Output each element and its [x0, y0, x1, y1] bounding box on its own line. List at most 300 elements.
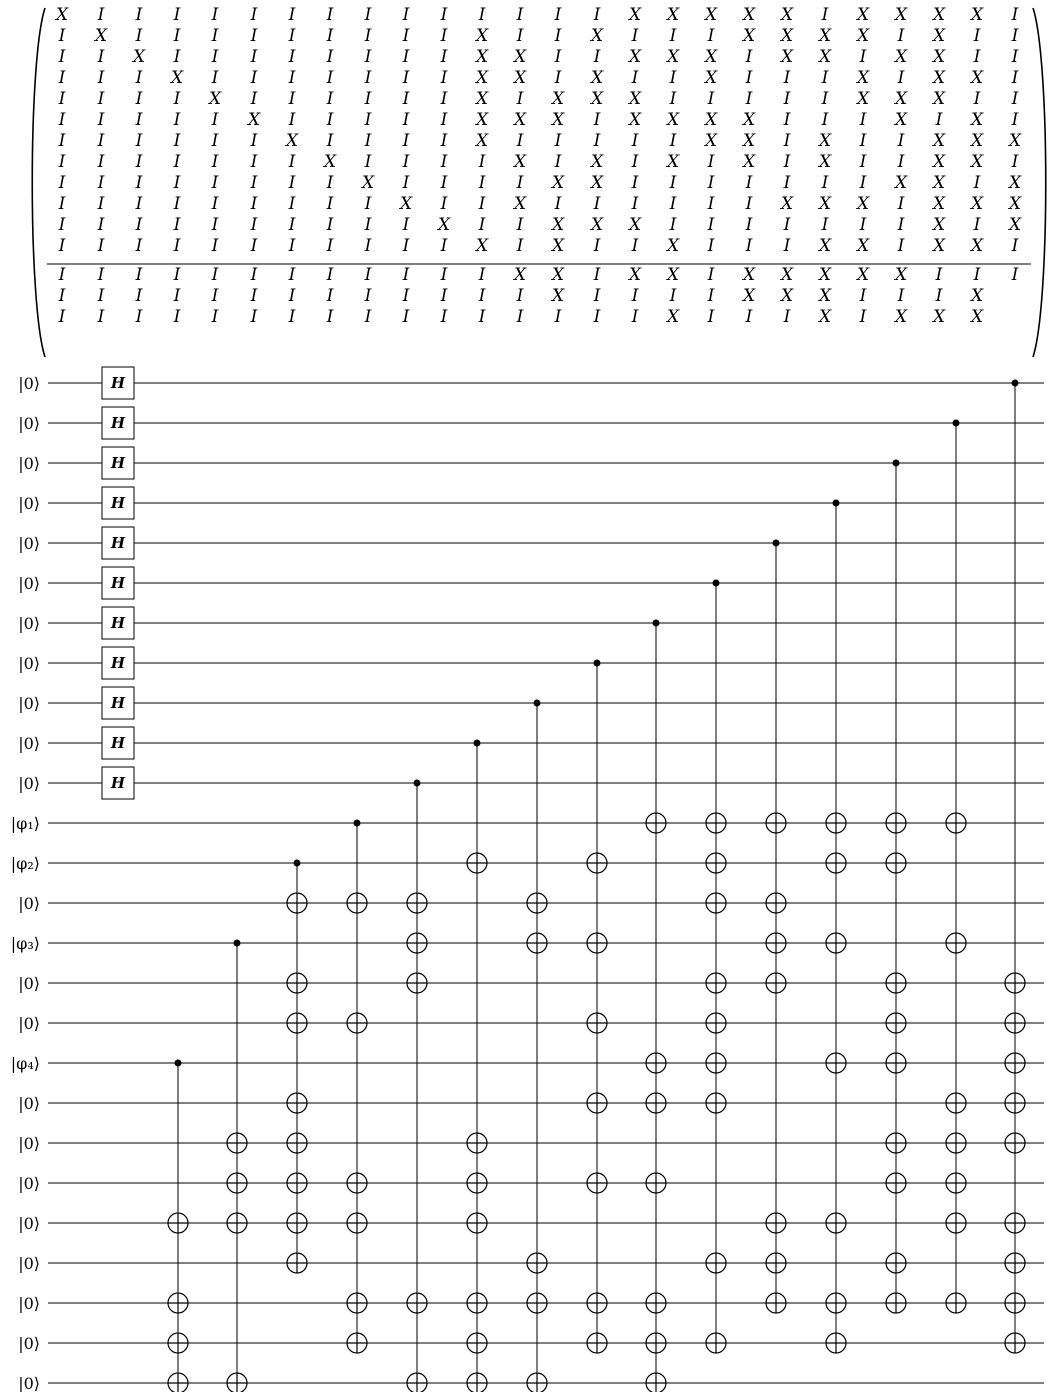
matrix-entry: I: [440, 173, 448, 193]
qubit-label: |0⟩: [18, 494, 40, 513]
matrix-entry: X: [208, 89, 222, 109]
matrix-entry: I: [326, 265, 334, 285]
matrix-entry: I: [783, 131, 791, 151]
matrix-entry: X: [628, 47, 642, 67]
matrix-entry: I: [173, 131, 181, 151]
matrix-entry: X: [551, 236, 565, 256]
matrix-entry: X: [704, 5, 718, 25]
matrix-entry: I: [669, 131, 677, 151]
matrix-entry: I: [821, 110, 829, 130]
matrix-entry: I: [288, 286, 296, 306]
matrix-entry: I: [97, 286, 105, 306]
matrix-entry: I: [326, 5, 334, 25]
qubit-label: |0⟩: [18, 1254, 40, 1273]
matrix-entry: X: [666, 5, 680, 25]
matrix-entry: X: [742, 5, 756, 25]
matrix-entry: X: [932, 173, 946, 193]
control-dot: [713, 580, 720, 587]
qubit-label: |0⟩: [18, 1014, 40, 1033]
matrix-entry: I: [516, 173, 524, 193]
control-dot: [1012, 380, 1019, 387]
matrix-entry: I: [173, 286, 181, 306]
matrix-entry: I: [478, 265, 486, 285]
matrix-entry: I: [326, 194, 334, 214]
matrix-entry: X: [513, 152, 527, 172]
matrix-entry: I: [478, 5, 486, 25]
matrix-entry: I: [364, 5, 372, 25]
matrix-entry: X: [970, 152, 984, 172]
hadamard-label: H: [110, 574, 126, 592]
matrix-entry: I: [326, 131, 334, 151]
hadamard-label: H: [110, 614, 126, 632]
matrix-entry: I: [58, 131, 66, 151]
matrix-entry: I: [631, 194, 639, 214]
matrix-entry: I: [97, 5, 105, 25]
matrix-entry: I: [326, 47, 334, 67]
hadamard-label: H: [110, 494, 126, 512]
matrix-entry: X: [970, 131, 984, 151]
matrix-entry: I: [211, 47, 219, 67]
matrix-entry: I: [211, 265, 219, 285]
matrix-entry: I: [783, 173, 791, 193]
matrix-entry: I: [593, 286, 601, 306]
matrix-entry: I: [707, 89, 715, 109]
matrix-entry: I: [135, 110, 143, 130]
matrix-entry: I: [516, 131, 524, 151]
matrix-entry: I: [859, 307, 867, 327]
matrix-entry: X: [856, 265, 870, 285]
matrix-entry: I: [250, 5, 258, 25]
matrix-entry: I: [593, 236, 601, 256]
matrix-entry: I: [250, 131, 258, 151]
matrix-entry: I: [326, 307, 334, 327]
matrix-entry: I: [364, 68, 372, 88]
matrix-entry: I: [973, 265, 981, 285]
matrix-entry: I: [288, 215, 296, 235]
matrix-entry: I: [783, 152, 791, 172]
matrix-entry: X: [894, 89, 908, 109]
matrix-entry: I: [173, 173, 181, 193]
matrix-entry: I: [58, 236, 66, 256]
matrix-entry: I: [1011, 89, 1019, 109]
matrix-entry: X: [932, 89, 946, 109]
matrix-entry: I: [288, 5, 296, 25]
matrix-entry: I: [288, 265, 296, 285]
matrix-entry: I: [440, 152, 448, 172]
matrix-entry: I: [707, 265, 715, 285]
matrix-entry: X: [970, 307, 984, 327]
matrix-entry: X: [1008, 215, 1022, 235]
control-dot: [953, 420, 960, 427]
matrix-entry: X: [742, 110, 756, 130]
control-dot: [474, 740, 481, 747]
matrix-entry: X: [932, 307, 946, 327]
qubit-label: |0⟩: [18, 894, 40, 913]
matrix-entry: X: [590, 89, 604, 109]
matrix-entry: X: [856, 68, 870, 88]
matrix-entry: I: [859, 131, 867, 151]
matrix-entry: I: [173, 26, 181, 46]
matrix-entry: X: [894, 173, 908, 193]
qubit-label: |φ₂⟩: [10, 854, 40, 873]
matrix-entry: I: [402, 131, 410, 151]
matrix-entry: I: [593, 265, 601, 285]
matrix-entry: I: [211, 286, 219, 306]
matrix-entry: X: [55, 5, 69, 25]
matrix-entry: I: [250, 265, 258, 285]
matrix-entry: I: [669, 68, 677, 88]
matrix-entry: I: [707, 173, 715, 193]
matrix-entry: X: [628, 89, 642, 109]
matrix-entry: I: [707, 194, 715, 214]
matrix-entry: I: [288, 194, 296, 214]
matrix-entry: I: [173, 215, 181, 235]
matrix-entry: I: [669, 173, 677, 193]
matrix-entry: X: [590, 26, 604, 46]
matrix-entry: X: [513, 47, 527, 67]
matrix-entry: X: [628, 5, 642, 25]
qubit-label: |φ₃⟩: [10, 934, 40, 953]
matrix-entry: I: [58, 26, 66, 46]
matrix-entry: X: [475, 236, 489, 256]
matrix-entry: X: [551, 89, 565, 109]
matrix-entry: I: [58, 68, 66, 88]
matrix-entry: I: [897, 152, 905, 172]
matrix-entry: I: [211, 215, 219, 235]
matrix-entry: I: [440, 194, 448, 214]
matrix-entry: X: [780, 265, 794, 285]
matrix-entry: I: [173, 307, 181, 327]
matrix-entry: X: [856, 236, 870, 256]
matrix-entry: I: [1011, 26, 1019, 46]
matrix-entry: I: [97, 152, 105, 172]
matrix-entry: X: [170, 68, 184, 88]
matrix-entry: I: [973, 173, 981, 193]
matrix-entry: I: [135, 215, 143, 235]
control-dot: [354, 820, 361, 827]
matrix-entry: X: [932, 215, 946, 235]
matrix-entry: I: [973, 89, 981, 109]
matrix-entry: I: [554, 152, 562, 172]
matrix-entry: X: [132, 47, 146, 67]
matrix-entry: X: [742, 131, 756, 151]
matrix-entry: I: [440, 5, 448, 25]
matrix-entry: X: [551, 215, 565, 235]
matrix-entry: I: [631, 152, 639, 172]
matrix-entry: I: [135, 286, 143, 306]
matrix-entry: I: [97, 47, 105, 67]
matrix-entry: I: [631, 286, 639, 306]
matrix-entry: I: [897, 236, 905, 256]
hadamard-label: H: [110, 654, 126, 672]
matrix-entry: I: [250, 194, 258, 214]
matrix-entry: I: [58, 47, 66, 67]
matrix-entry: I: [402, 307, 410, 327]
matrix-entry: I: [326, 26, 334, 46]
hadamard-label: H: [110, 774, 126, 792]
matrix-entry: X: [551, 286, 565, 306]
matrix-entry: I: [516, 215, 524, 235]
matrix-entry: I: [250, 236, 258, 256]
matrix-entry: I: [440, 307, 448, 327]
matrix-entry: X: [513, 110, 527, 130]
matrix-entry: X: [704, 110, 718, 130]
matrix-entry: I: [935, 110, 943, 130]
matrix-entry: I: [135, 131, 143, 151]
matrix-entry: I: [593, 307, 601, 327]
matrix-entry: X: [780, 194, 794, 214]
matrix-entry: X: [818, 194, 832, 214]
matrix-entry: I: [859, 110, 867, 130]
matrix-entry: I: [211, 26, 219, 46]
matrix-entry: X: [513, 68, 527, 88]
matrix-entry: I: [554, 194, 562, 214]
matrix-entry: I: [897, 68, 905, 88]
matrix-entry: X: [1008, 173, 1022, 193]
matrix-entry: I: [97, 215, 105, 235]
matrix-entry: I: [707, 307, 715, 327]
matrix-entry: I: [631, 236, 639, 256]
matrix-entry: I: [631, 131, 639, 151]
matrix-entry: X: [551, 110, 565, 130]
matrix-entry: X: [513, 194, 527, 214]
control-dot: [294, 860, 301, 867]
qubit-label: |0⟩: [18, 1214, 40, 1233]
matrix-entry: I: [440, 89, 448, 109]
matrix-entry: X: [742, 265, 756, 285]
matrix-entry: I: [288, 110, 296, 130]
matrix-entry: I: [707, 26, 715, 46]
matrix-entry: X: [818, 131, 832, 151]
matrix-entry: I: [821, 68, 829, 88]
matrix-entry: I: [593, 47, 601, 67]
matrix-right-paren: [1033, 8, 1046, 357]
matrix-entry: I: [745, 173, 753, 193]
matrix-entry: I: [364, 265, 372, 285]
matrix-entry: X: [742, 152, 756, 172]
qubit-label: |0⟩: [18, 1374, 40, 1392]
matrix-entry: I: [58, 89, 66, 109]
matrix-entry: I: [707, 286, 715, 306]
matrix-entry: X: [894, 110, 908, 130]
matrix-entry: I: [250, 173, 258, 193]
matrix-entry: I: [364, 152, 372, 172]
matrix-entry: I: [593, 131, 601, 151]
matrix-entry: I: [288, 152, 296, 172]
matrix-entry: I: [516, 89, 524, 109]
matrix-entry: I: [440, 131, 448, 151]
matrix-entry: X: [628, 265, 642, 285]
matrix-entry: I: [211, 173, 219, 193]
matrix-entry: I: [478, 215, 486, 235]
matrix-entry: I: [631, 26, 639, 46]
matrix-entry: I: [288, 68, 296, 88]
qubit-label: |0⟩: [18, 1294, 40, 1313]
matrix-entry: X: [551, 265, 565, 285]
matrix-entry: I: [288, 47, 296, 67]
matrix-entry: I: [135, 5, 143, 25]
matrix-entry: I: [821, 215, 829, 235]
matrix-entry: I: [707, 215, 715, 235]
matrix-entry: I: [364, 215, 372, 235]
matrix-entry: I: [288, 26, 296, 46]
qubit-label: |0⟩: [18, 1174, 40, 1193]
qubit-label: |0⟩: [18, 574, 40, 593]
matrix-entry: I: [211, 236, 219, 256]
matrix-entry: I: [783, 110, 791, 130]
matrix-entry: X: [628, 215, 642, 235]
matrix-entry: I: [135, 89, 143, 109]
matrix-entry: I: [935, 265, 943, 285]
matrix-entry: X: [361, 173, 375, 193]
qubit-label: |0⟩: [18, 1334, 40, 1353]
matrix-entry: X: [475, 131, 489, 151]
matrix-entry: I: [58, 286, 66, 306]
matrix-entry: X: [551, 173, 565, 193]
hadamard-label: H: [110, 694, 126, 712]
matrix-entry: I: [326, 236, 334, 256]
matrix-entry: X: [894, 5, 908, 25]
matrix-entry: I: [364, 236, 372, 256]
matrix-entry: I: [288, 307, 296, 327]
matrix-entry: X: [780, 5, 794, 25]
matrix-entry: I: [97, 68, 105, 88]
matrix-entry: X: [742, 286, 756, 306]
matrix-left-paren: [32, 8, 45, 357]
matrix-entry: I: [1011, 5, 1019, 25]
stabilizer-matrix: [32, 5, 1046, 357]
qubit-label: |0⟩: [18, 974, 40, 993]
matrix-entry: I: [478, 173, 486, 193]
matrix-entry: I: [745, 194, 753, 214]
matrix-entry: I: [478, 307, 486, 327]
matrix-entry: I: [250, 307, 258, 327]
matrix-entry: I: [97, 131, 105, 151]
matrix-entry: I: [250, 68, 258, 88]
matrix-entry: I: [440, 68, 448, 88]
matrix-entry: I: [97, 110, 105, 130]
matrix-entry: I: [173, 265, 181, 285]
matrix-entry: X: [818, 265, 832, 285]
matrix-entry: X: [666, 307, 680, 327]
matrix-entry: I: [1011, 47, 1019, 67]
matrix-entry: I: [97, 265, 105, 285]
hadamard-label: H: [110, 374, 126, 392]
matrix-entry: I: [97, 236, 105, 256]
matrix-entry: I: [211, 307, 219, 327]
matrix-entry: I: [440, 286, 448, 306]
matrix-entry: I: [707, 236, 715, 256]
matrix-entry: I: [402, 286, 410, 306]
matrix-entry: I: [1011, 152, 1019, 172]
matrix-entry: I: [402, 173, 410, 193]
control-dot: [594, 660, 601, 667]
control-dot: [773, 540, 780, 547]
matrix-entry: I: [783, 68, 791, 88]
matrix-entry: X: [856, 5, 870, 25]
matrix-entry: I: [1011, 110, 1019, 130]
matrix-entry: X: [970, 236, 984, 256]
matrix-entry: I: [250, 215, 258, 235]
matrix-entry: I: [364, 26, 372, 46]
hadamard-label: H: [110, 414, 126, 432]
qubit-label: |0⟩: [18, 454, 40, 473]
matrix-entry: I: [173, 194, 181, 214]
matrix-entry: I: [669, 194, 677, 214]
matrix-entry: I: [745, 307, 753, 327]
matrix-entry: I: [135, 173, 143, 193]
matrix-entry: X: [970, 194, 984, 214]
qubit-label: |0⟩: [18, 614, 40, 633]
matrix-entry: I: [516, 5, 524, 25]
qubit-label: |0⟩: [18, 734, 40, 753]
matrix-entry: I: [364, 131, 372, 151]
matrix-entry: I: [859, 47, 867, 67]
matrix-entry: X: [590, 152, 604, 172]
matrix-entry: X: [818, 286, 832, 306]
matrix-entry: I: [745, 215, 753, 235]
matrix-entry: X: [285, 131, 299, 151]
qubit-label: |0⟩: [18, 694, 40, 713]
matrix-entry: I: [554, 5, 562, 25]
matrix-entry: X: [856, 89, 870, 109]
matrix-entry: I: [859, 152, 867, 172]
matrix-entry: I: [326, 110, 334, 130]
matrix-entry: I: [745, 89, 753, 109]
matrix-entry: I: [58, 215, 66, 235]
matrix-entry: X: [818, 26, 832, 46]
matrix-entry: I: [745, 236, 753, 256]
matrix-entry: I: [402, 152, 410, 172]
matrix-entry: X: [475, 26, 489, 46]
matrix-entry: I: [364, 307, 372, 327]
matrix-entry: I: [135, 265, 143, 285]
matrix-entry: X: [704, 131, 718, 151]
matrix-entry: I: [897, 194, 905, 214]
matrix-entry: I: [288, 173, 296, 193]
qubit-label: |φ₁⟩: [10, 814, 40, 833]
matrix-entry: X: [932, 26, 946, 46]
matrix-entry: X: [856, 194, 870, 214]
matrix-entry: I: [478, 152, 486, 172]
matrix-entry: I: [97, 89, 105, 109]
matrix-entry: X: [970, 286, 984, 306]
matrix-entry: I: [554, 68, 562, 88]
matrix-entry: I: [593, 194, 601, 214]
matrix-entry: I: [135, 26, 143, 46]
matrix-entry: I: [897, 26, 905, 46]
matrix-entry: I: [364, 89, 372, 109]
matrix-entry: I: [326, 215, 334, 235]
matrix-entry: X: [856, 26, 870, 46]
matrix-entry: I: [97, 173, 105, 193]
matrix-entry: I: [250, 152, 258, 172]
matrix-entry: I: [402, 26, 410, 46]
matrix-entry: I: [326, 286, 334, 306]
matrix-entry: I: [783, 236, 791, 256]
matrix-entry: X: [628, 110, 642, 130]
matrix-entry: I: [58, 265, 66, 285]
matrix-entry: I: [402, 5, 410, 25]
matrix-entry: I: [326, 89, 334, 109]
matrix-entry: I: [478, 286, 486, 306]
matrix-entry: I: [58, 194, 66, 214]
matrix-entry: X: [742, 26, 756, 46]
matrix-entry: I: [821, 173, 829, 193]
matrix-entry: X: [475, 68, 489, 88]
matrix-entry: I: [173, 47, 181, 67]
matrix-entry: I: [326, 173, 334, 193]
